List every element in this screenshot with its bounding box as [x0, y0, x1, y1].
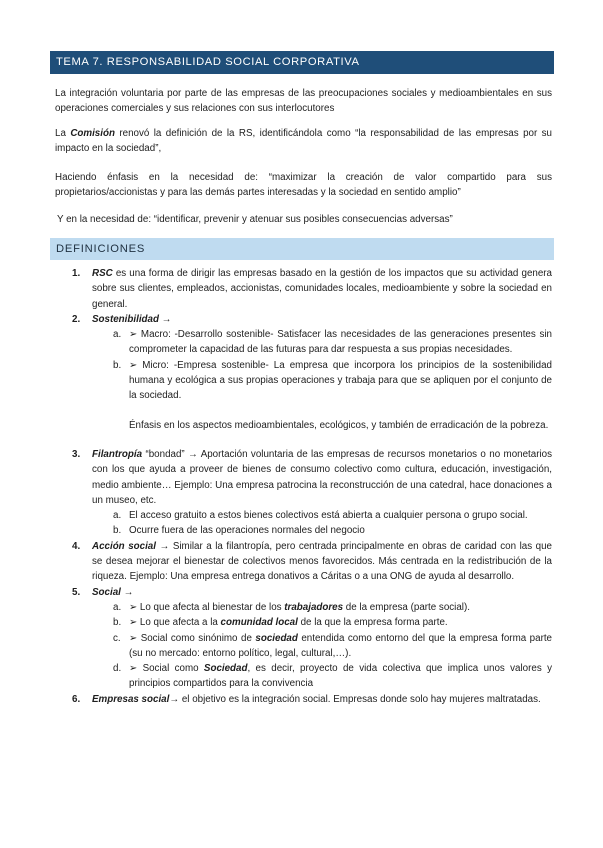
sub-list — [92, 600, 552, 692]
text-run: de la que la empresa forma parte. — [297, 617, 448, 629]
text-run: ➢ Social como sinónimo de — [129, 632, 256, 644]
list-letter: b. — [113, 617, 122, 629]
arrow-icon: → — [120, 586, 134, 598]
definition-filantropia — [55, 447, 552, 539]
sub-list — [92, 508, 552, 539]
definition-text: → Similar a la filantropía, pero centrada principalmente en obras de caridad con las que se desea mejorar el bienestar de colectivos menos favorecidos. Más centrada en la redistribución de la riqueza. Ejemplo: Una empresa entrega donativos a Cáritas o a una ONG de ayuda al desarrollo. — [92, 540, 552, 583]
list-number: 1. — [72, 268, 81, 279]
list-item — [92, 523, 552, 538]
list-item — [92, 615, 552, 630]
emphasis-sociedad: sociedad — [255, 632, 298, 644]
list-item — [92, 661, 552, 692]
definition-text: es una forma de dirigir las empresas basado en la gestión de los impactos que su actividad genera sobre sus clientes, empleados, accionistas, comunidades locales, medioambiente y sobre la sociedad en general. — [92, 268, 552, 310]
emphasis-trabajadores: trabajadores — [284, 601, 344, 613]
text-run: ➢ Lo que afecta a la — [129, 617, 221, 629]
intro-paragraph-4: Y en la necesidad de: “identificar, prevenir y atenuar sus posibles consecuencias adversas” — [57, 214, 453, 225]
list-item — [92, 631, 552, 662]
sub-item-text: Ocurre fuera de las operaciones normales del negocio — [129, 525, 365, 537]
definition-rsc — [55, 266, 552, 312]
text-run: , es decir, proyecto de vida colectiva que implica unos valores y principios compartidos para la convivencia — [129, 663, 552, 690]
list-letter: c. — [113, 632, 121, 644]
list-item — [92, 358, 552, 404]
list-number: 6. — [72, 693, 81, 705]
list-number: 3. — [72, 448, 81, 460]
sub-item-text: ➢ Macro: -Desarrollo sostenible- Satisfacer las necesidades de las generaciones presentes sin comprometer la capacidad de las futuras para dar respuesta a sus propias necesidades. — [129, 329, 552, 356]
list-letter: a. — [113, 510, 122, 522]
sub-item-text: ➢ Micro: -Empresa sostenible- La empresa que incorpora los principios de la sostenibilidad humana y ecológica a sus propias operaciones y trabaja para que se apliquen por el conjunto de la sociedad. — [129, 359, 552, 402]
list-number: 5. — [72, 586, 81, 598]
text-run: entendida como entorno del que la empresa forma parte (su no mercado: entorno político, legal, cultural,…). — [129, 632, 552, 659]
definition-text: “bondad” → Aportación voluntaria de las empresas de recursos monetarios o no monetarios con los que ayuda a proveer de bienes de consumo colectivo como cultura, educación, investigación, medio ambiente… Ejemplo: Una empresa patrocina la reconstrucción de una catedral, hace donaciones a un museo, etc. — [92, 448, 552, 506]
definition-accion-social — [55, 539, 552, 585]
text-run: ➢ Lo que afecta al bienestar de los — [129, 601, 285, 613]
list-number: 2. — [72, 313, 81, 325]
intro-paragraph-1: La integración voluntaria por parte de las empresas de las preocupaciones sociales y medioambientales en sus operaciones comerciales y sus relaciones con sus interlocutores — [55, 88, 552, 114]
term-rsc: RSC — [92, 268, 113, 279]
definitions-list — [55, 266, 552, 707]
note-emphasis: Énfasis en los aspectos medioambientales, ecológicos, y también de erradicación de la pobreza. — [129, 419, 549, 431]
page-title: TEMA 7. RESPONSABILIDAD SOCIAL CORPORATIVA — [50, 51, 554, 74]
list-letter: d. — [113, 663, 122, 675]
list-item — [92, 600, 552, 615]
list-item — [92, 327, 552, 358]
text-run: de la empresa (parte social). — [343, 601, 470, 613]
definition-text: el objetivo es la integración social. Empresas donde solo hay mujeres maltratadas. — [179, 693, 541, 705]
text-run: ➢ Social como — [129, 663, 204, 675]
list-letter: a. — [113, 601, 122, 613]
term-empresas-social: Empresas social — [92, 693, 170, 705]
section-header-definiciones: DEFINICIONES — [50, 238, 554, 260]
term-social: Social — [92, 586, 121, 598]
arrow-icon: → — [169, 693, 180, 705]
emphasis-comunidad-local: comunidad local — [220, 617, 298, 629]
arrow-icon: → — [158, 313, 172, 325]
intro-paragraph-2 — [55, 126, 552, 156]
list-letter: b. — [113, 359, 122, 371]
definition-social — [55, 585, 552, 692]
list-number: 4. — [72, 540, 81, 552]
list-letter: a. — [113, 329, 122, 341]
emphasis-comision: Comisión — [70, 128, 115, 139]
term-filantropia: Filantropía — [92, 448, 143, 460]
text-run: renovó la definición de la RS, identificándola como “la responsabilidad de las empresas por su impacto en la sociedad”, — [55, 128, 552, 154]
list-item — [92, 508, 552, 523]
term-accion-social: Acción social — [92, 540, 156, 552]
intro-paragraph-3: Haciendo énfasis en la necesidad de: “maximizar la creación de valor compartido para sus propietarios/accionistas y para las demás partes interesadas y la sociedad en sentido amplio” — [55, 172, 552, 198]
definition-sostenibilidad — [55, 312, 552, 447]
emphasis-sociedad-capital: Sociedad — [203, 663, 248, 675]
sub-item-text: El acceso gratuito a estos bienes colectivos está abierta a cualquier persona o grupo social. — [129, 510, 528, 522]
term-sostenibilidad: Sostenibilidad — [92, 313, 159, 325]
sub-list — [92, 327, 552, 403]
list-letter: b. — [113, 525, 122, 537]
definition-empresas-social — [55, 692, 552, 707]
text-run: La — [55, 128, 71, 139]
